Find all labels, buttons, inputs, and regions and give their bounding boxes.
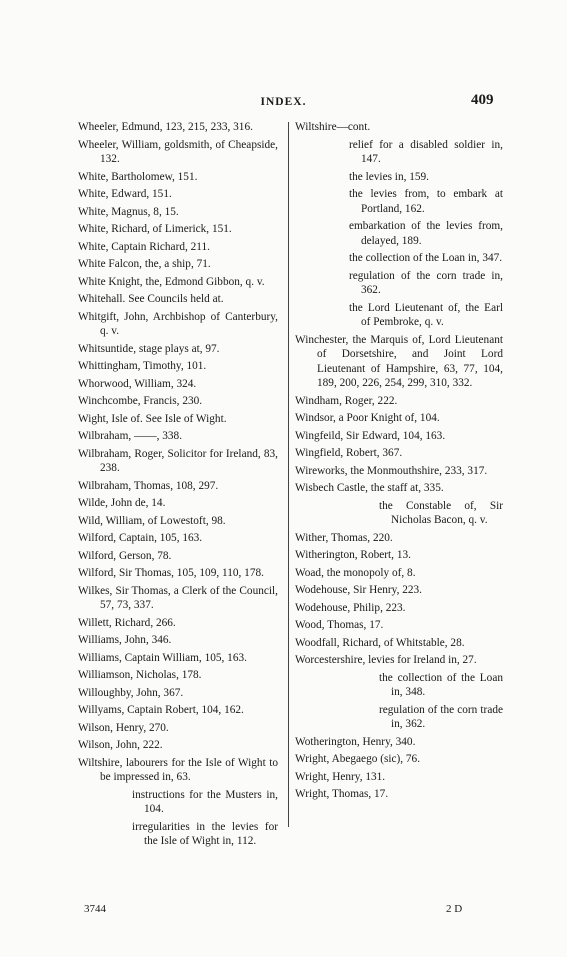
index-entry: Williams, John, 346. [78, 634, 172, 646]
index-entry: Wilkes, Sir Thomas, a Clerk of the Council, 57, 73, 337. [78, 584, 278, 611]
index-entry: Wiltshire, labourers for the Isle of Wight to be impressed in, 63. [78, 756, 278, 783]
index-entry: Winchester, the Marquis of, Lord Lieutenant of Dorsetshire, and Joint Lord Lieutenant of Hampshire, 63, 77, 104, 189, 200, 226, 254, 299, 310, 332. [295, 333, 503, 389]
index-subentry: regulation of the corn trade in, 362. [379, 703, 503, 730]
index-entry: Wireworks, the Monmouthshire, 233, 317. [295, 464, 488, 477]
index-entry: Willoughby, John, 367. [78, 686, 184, 699]
page-title: INDEX. [260, 96, 307, 108]
index-entry: Wilford, Gerson, 78. [78, 549, 172, 562]
index-subentry: embarkation of the levies from, delayed, 189. [349, 220, 503, 247]
column-divider [288, 122, 289, 827]
index-entry: Wingfeild, Sir Edward, 104, 163. [295, 429, 446, 442]
index-entry: Williamson, Nicholas, 178. [78, 669, 202, 681]
index-entry: Woad, the monopoly of, 8. [295, 566, 416, 579]
index-entry: White, Bartholomew, 151. [78, 170, 198, 183]
index-entry: Wisbech Castle, the staff at, 335. [295, 482, 444, 494]
index-entry: Wilbraham, Roger, Solicitor for Ireland, 83, 238. [78, 447, 278, 474]
index-entry: Wright, Thomas, 17. [295, 788, 389, 800]
index-entry: Worcestershire, levies for Ireland in, 27. [295, 654, 477, 666]
index-entry: Wheeler, William, goldsmith, of Cheapside, 132. [78, 138, 278, 165]
index-entry: Wingfield, Robert, 367. [295, 447, 403, 459]
index-entry: Willett, Richard, 266. [78, 616, 176, 629]
page-number: 409 [471, 92, 494, 108]
index-subentry: instructions for the Musters in, 104. [132, 788, 278, 815]
index-subentry: the collection of the Loan in, 347. [349, 252, 503, 264]
index-entry: Whitehall. See Councils held at. [78, 293, 224, 305]
index-entry: Willyams, Captain Robert, 104, 162. [78, 704, 244, 716]
index-column-left [78, 120, 278, 852]
index-subentry: irregularities in the levies for the Isle of Wight in, 112. [132, 820, 278, 847]
index-subentry: the Constable of, Sir Nicholas Bacon, q. v. [379, 499, 503, 526]
index-entry: Woodfall, Richard, of Whitstable, 28. [295, 636, 465, 649]
index-entry: White, Edward, 151. [78, 188, 172, 200]
index-entry: Wight, Isle of. See Isle of Wight. [78, 412, 227, 425]
index-entry: Whittingham, Timothy, 101. [78, 360, 207, 372]
index-entry: Wild, William, of Lowestoft, 98. [78, 514, 226, 527]
index-subentry: the Lord Lieutenant of, the Earl of Pembroke, q. v. [349, 301, 503, 328]
index-entry: Wodehouse, Philip, 223. [295, 601, 406, 614]
index-entry: Whitsuntide, stage plays at, 97. [78, 342, 220, 355]
index-subentry: the levies from, to embark at Portland, 162. [349, 188, 503, 215]
index-entry: Wilford, Sir Thomas, 105, 109, 110, 178. [78, 567, 264, 579]
index-entry: Wilbraham, Thomas, 108, 297. [78, 479, 219, 492]
index-subentry: the levies in, 159. [349, 170, 430, 183]
index-subentry: regulation of the corn trade in, 362. [349, 269, 503, 296]
index-entry: Wilford, Captain, 105, 163. [78, 532, 203, 544]
index-entry: White Falcon, the, a ship, 71. [78, 258, 211, 270]
index-entry: Wilbraham, ——, 338. [78, 430, 183, 442]
index-entry: Wilde, John de, 14. [78, 497, 166, 509]
index-entry: Wotherington, Henry, 340. [295, 735, 416, 748]
index-subentry: the collection of the Loan in, 348. [379, 671, 503, 698]
signature-mark: 3744 [84, 903, 106, 915]
index-entry: White Knight, the, Edmond Gibbon, q. v. [78, 275, 265, 288]
index-entry: White, Richard, of Limerick, 151. [78, 223, 232, 235]
index-column-right [295, 120, 503, 805]
index-subentry: relief for a disabled soldier in, 147. [349, 138, 503, 165]
index-entry: Winchcombe, Francis, 230. [78, 395, 203, 407]
index-entry: Whitgift, John, Archbishop of Canterbury, q. v. [78, 310, 278, 337]
index-entry: Whorwood, William, 324. [78, 377, 197, 390]
index-entry: Wood, Thomas, 17. [295, 619, 384, 631]
index-entry: Wiltshire—cont. [295, 121, 371, 133]
index-entry: Windham, Roger, 222. [295, 394, 398, 407]
index-entry: Williams, Captain William, 105, 163. [78, 651, 247, 664]
gathering-mark: 2 D [446, 903, 463, 915]
index-entry: Witherington, Robert, 13. [295, 549, 411, 561]
index-entry: Wright, Henry, 131. [295, 770, 386, 783]
index-entry: Wither, Thomas, 220. [295, 531, 393, 544]
index-entry: Wilson, John, 222. [78, 739, 163, 751]
index-entry: White, Magnus, 8, 15. [78, 205, 179, 218]
index-entry: Wheeler, Edmund, 123, 215, 233, 316. [78, 121, 253, 133]
index-entry: Wilson, Henry, 270. [78, 721, 169, 734]
index-entry: Windsor, a Poor Knight of, 104. [295, 412, 440, 424]
index-entry: White, Captain Richard, 211. [78, 240, 210, 253]
index-entry: Wodehouse, Sir Henry, 223. [295, 584, 422, 596]
index-entry: Wright, Abegaego (sic), 76. [295, 753, 421, 765]
